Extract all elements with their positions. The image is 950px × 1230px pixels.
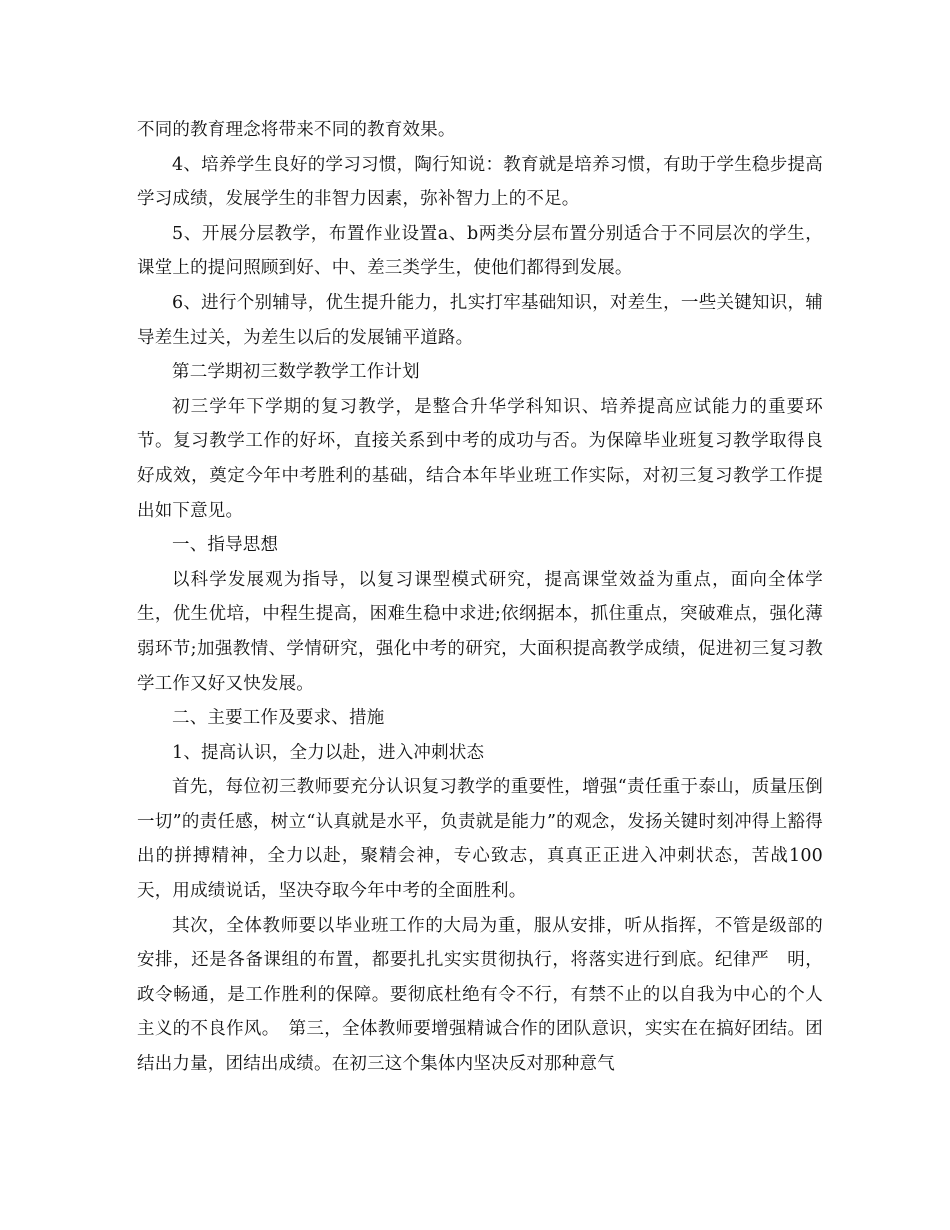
document-body [137,113,823,1082]
heading-main-work: 二、主要工作及要求、措施 [172,708,385,729]
paragraph-first: 首先，每位初三教师要充分认识复习教学的重要性，增强“责任重于泰山，质量压倒一切”的责任感，树立“认真就是水平，负责就是能力”的观念，发扬关键时刻冲得上豁得出的拼搏精神，全力以赴，聚精会神，专心致志，真真正正进入冲刺状态，苦战100天，用成绩说话，坚决夺取今年中考的全面胜利。 [137,777,823,902]
heading-guiding-ideology: 一、指导思想 [172,535,279,556]
paragraph-4: 6、进行个别辅导，优生提升能力，扎实打牢基础知识，对差生，一些关键知识，辅导差生过关，为差生以后的发展铺平道路。 [137,292,823,348]
paragraph-intro: 初三学年下学期的复习教学，是整合升华学科知识、培养提高应试能力的重要环节。复习教学工作的好坏，直接关系到中考的成功与否。为保障毕业班复习教学取得良好成效，奠定今年中考胜利的基础，结合本年毕业班工作实际，对初三复习教学工作提出如下意见。 [137,396,823,521]
paragraph-second: 其次，全体教师要以毕业班工作的大局为重，服从安排，听从指挥，不管是级部的安排，还是各备课组的布置，都要扎扎实实贯彻执行，将落实进行到底。纪律严 明，政令畅通，是工作胜利的保障。要彻底杜绝有令不行，有禁不止的以自我为中心的个人主义的不良作风。 第三，全体教师要增强精诚合作的团队意识，实实在在搞好团结。团结出力量，团结出成绩。在初三这个集体内坚决反对那种意气 [137,915,823,1075]
paragraph-2: 4、培养学生良好的学习习惯，陶行知说：教育就是培养习惯，有助于学生稳步提高学习成绩，发展学生的非智力因素，弥补智力上的不足。 [137,154,823,210]
paragraph-3: 5、开展分层教学，布置作业设置a、b两类分层布置分别适合于不同层次的学生，课堂上的提问照顾到好、中、差三类学生，使他们都得到发展。 [137,223,823,279]
paragraph-1: 不同的教育理念将带来不同的教育效果。 [137,120,456,140]
paragraph-guiding-ideology: 以科学发展观为指导，以复习课型模式研究，提高课堂效益为重点，面向全体学生，优生优培，中程生提高，困难生稳中求进;依纲据本，抓住重点，突破难点，强化薄弱环节;加强教情、学情研究，强化中考的研究，大面积提高教学成绩，促进初三复习教学工作又好又快发展。 [137,569,823,694]
section-title: 第二学期初三数学教学工作计划 [172,362,420,383]
subheading-1: 1、提高认识，全力以赴，进入冲刺状态 [172,742,485,763]
